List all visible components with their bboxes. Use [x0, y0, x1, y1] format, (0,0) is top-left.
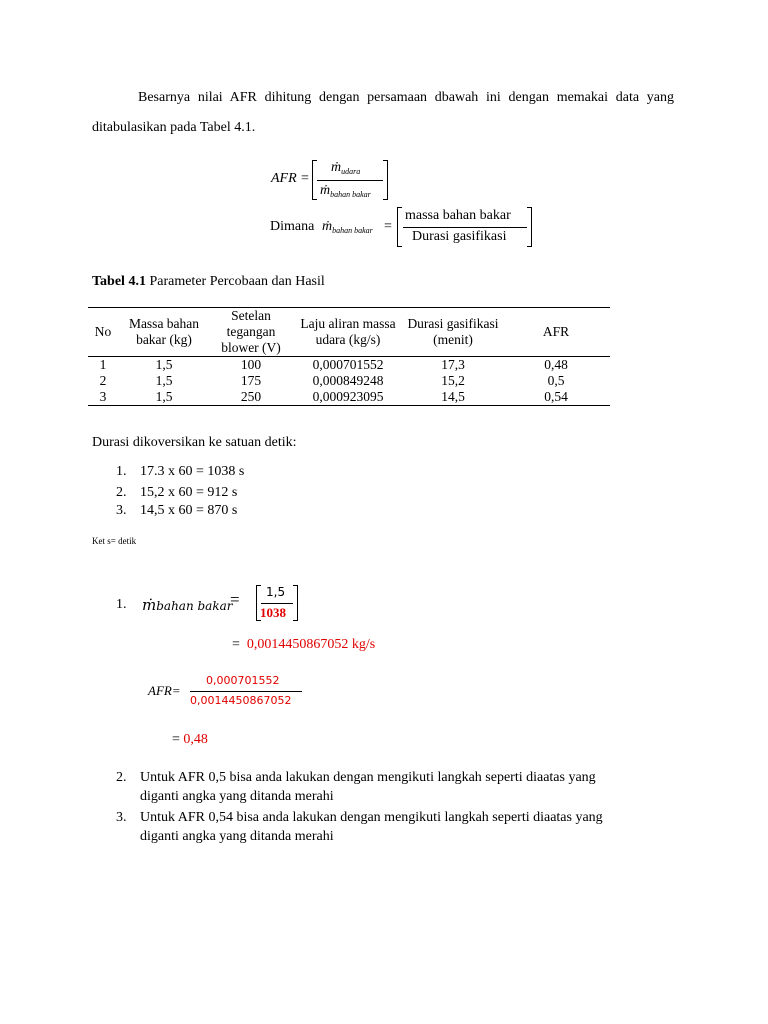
fraction-bar	[403, 227, 527, 228]
dimana-numerator: massa bahan bakar	[405, 208, 511, 223]
list-item: 17.3 x 60 = 1038 s	[140, 464, 245, 479]
list-item-number: 3.	[116, 503, 127, 518]
list-item-number: 1.	[116, 464, 127, 479]
list-item-number: 2.	[116, 770, 127, 785]
table-row: 1 1,5 100 0,000701552 17,3 0,48	[99, 357, 568, 372]
calc-frac-den: 1038	[260, 605, 286, 620]
fraction-bar	[317, 180, 383, 181]
list-item-number: 2.	[116, 485, 127, 500]
dimana-label: Dimana	[270, 219, 315, 234]
afr-eq-lhs: AFR =	[271, 171, 310, 186]
afr-calc-lhs: AFR=	[148, 683, 181, 698]
afr-eq-numerator: ṁ$_{udara}$	[331, 160, 361, 176]
ket-note: Ket s= detik	[92, 536, 137, 546]
calc-frac-num: 1,5	[266, 585, 286, 599]
header-massa: Massa bahan bakar (kg)	[128, 316, 200, 347]
header-no: No	[94, 324, 112, 339]
list-item: Untuk AFR 0,5 bisa anda lakukan dengan mengikuti langkah seperti diaatas yang	[140, 770, 596, 785]
table-header-row	[88, 308, 610, 357]
calc-m: ṁbahan bakar	[142, 596, 233, 614]
table-row: 2 1,5 175 0,000849248 15,2 0,5	[99, 373, 565, 388]
dimana-m: ṁ$_{bahan bakar}$	[322, 219, 373, 235]
left-bracket	[397, 207, 402, 247]
list-item: 15,2 x 60 = 912 s	[140, 485, 238, 500]
afr-result: = 0,48	[172, 732, 208, 747]
calc-result: = 0,0014450867052 kg/s	[232, 637, 376, 652]
afr-eq-denominator: ṁ$_{bahan bakar}$	[320, 183, 371, 199]
list-item-number: 3.	[116, 810, 127, 825]
afr-calc-num: 0,000701552	[206, 674, 280, 687]
right-bracket	[527, 207, 532, 247]
table-caption: Tabel 4.1 Parameter Percobaan dan Hasil	[92, 274, 325, 289]
header-durasi: Durasi gasifikasi (menit)	[407, 316, 499, 347]
afr-calc-den: 0,0014450867052	[190, 694, 292, 707]
calc-equals: =	[230, 590, 240, 609]
parameter-table	[88, 307, 610, 406]
table-row: 3 1,5 250 0,000923095 14,5 0,54	[88, 389, 610, 406]
list-item-continuation: diganti angka yang ditanda merahi	[140, 829, 334, 844]
right-bracket	[293, 585, 298, 621]
durasi-heading: Durasi dikoversikan ke satuan detik:	[92, 435, 297, 450]
header-tegangan: Setelan tegangan blower (V)	[221, 308, 281, 355]
fraction-bar	[190, 691, 302, 692]
dimana-equals: =	[384, 219, 392, 234]
list-item-continuation: diganti angka yang ditanda merahi	[140, 789, 334, 804]
list-item-number: 1.	[116, 597, 127, 612]
right-bracket	[383, 160, 388, 200]
list-item: 14,5 x 60 = 870 s	[140, 503, 238, 518]
list-item: Untuk AFR 0,54 bisa anda lakukan dengan mengikuti langkah seperti diaatas yang	[140, 810, 603, 825]
dimana-denominator: Durasi gasifikasi	[412, 229, 507, 244]
fraction-bar	[261, 603, 293, 604]
header-afr: AFR	[542, 324, 570, 339]
header-laju: Laju aliran massa udara (kg/s)	[300, 316, 396, 347]
intro-paragraph: Besarnya nilai AFR dihitung dengan persamaan dbawah ini dengan memakai data yang ditabulasikan pada Tabel 4.1.	[92, 90, 674, 135]
